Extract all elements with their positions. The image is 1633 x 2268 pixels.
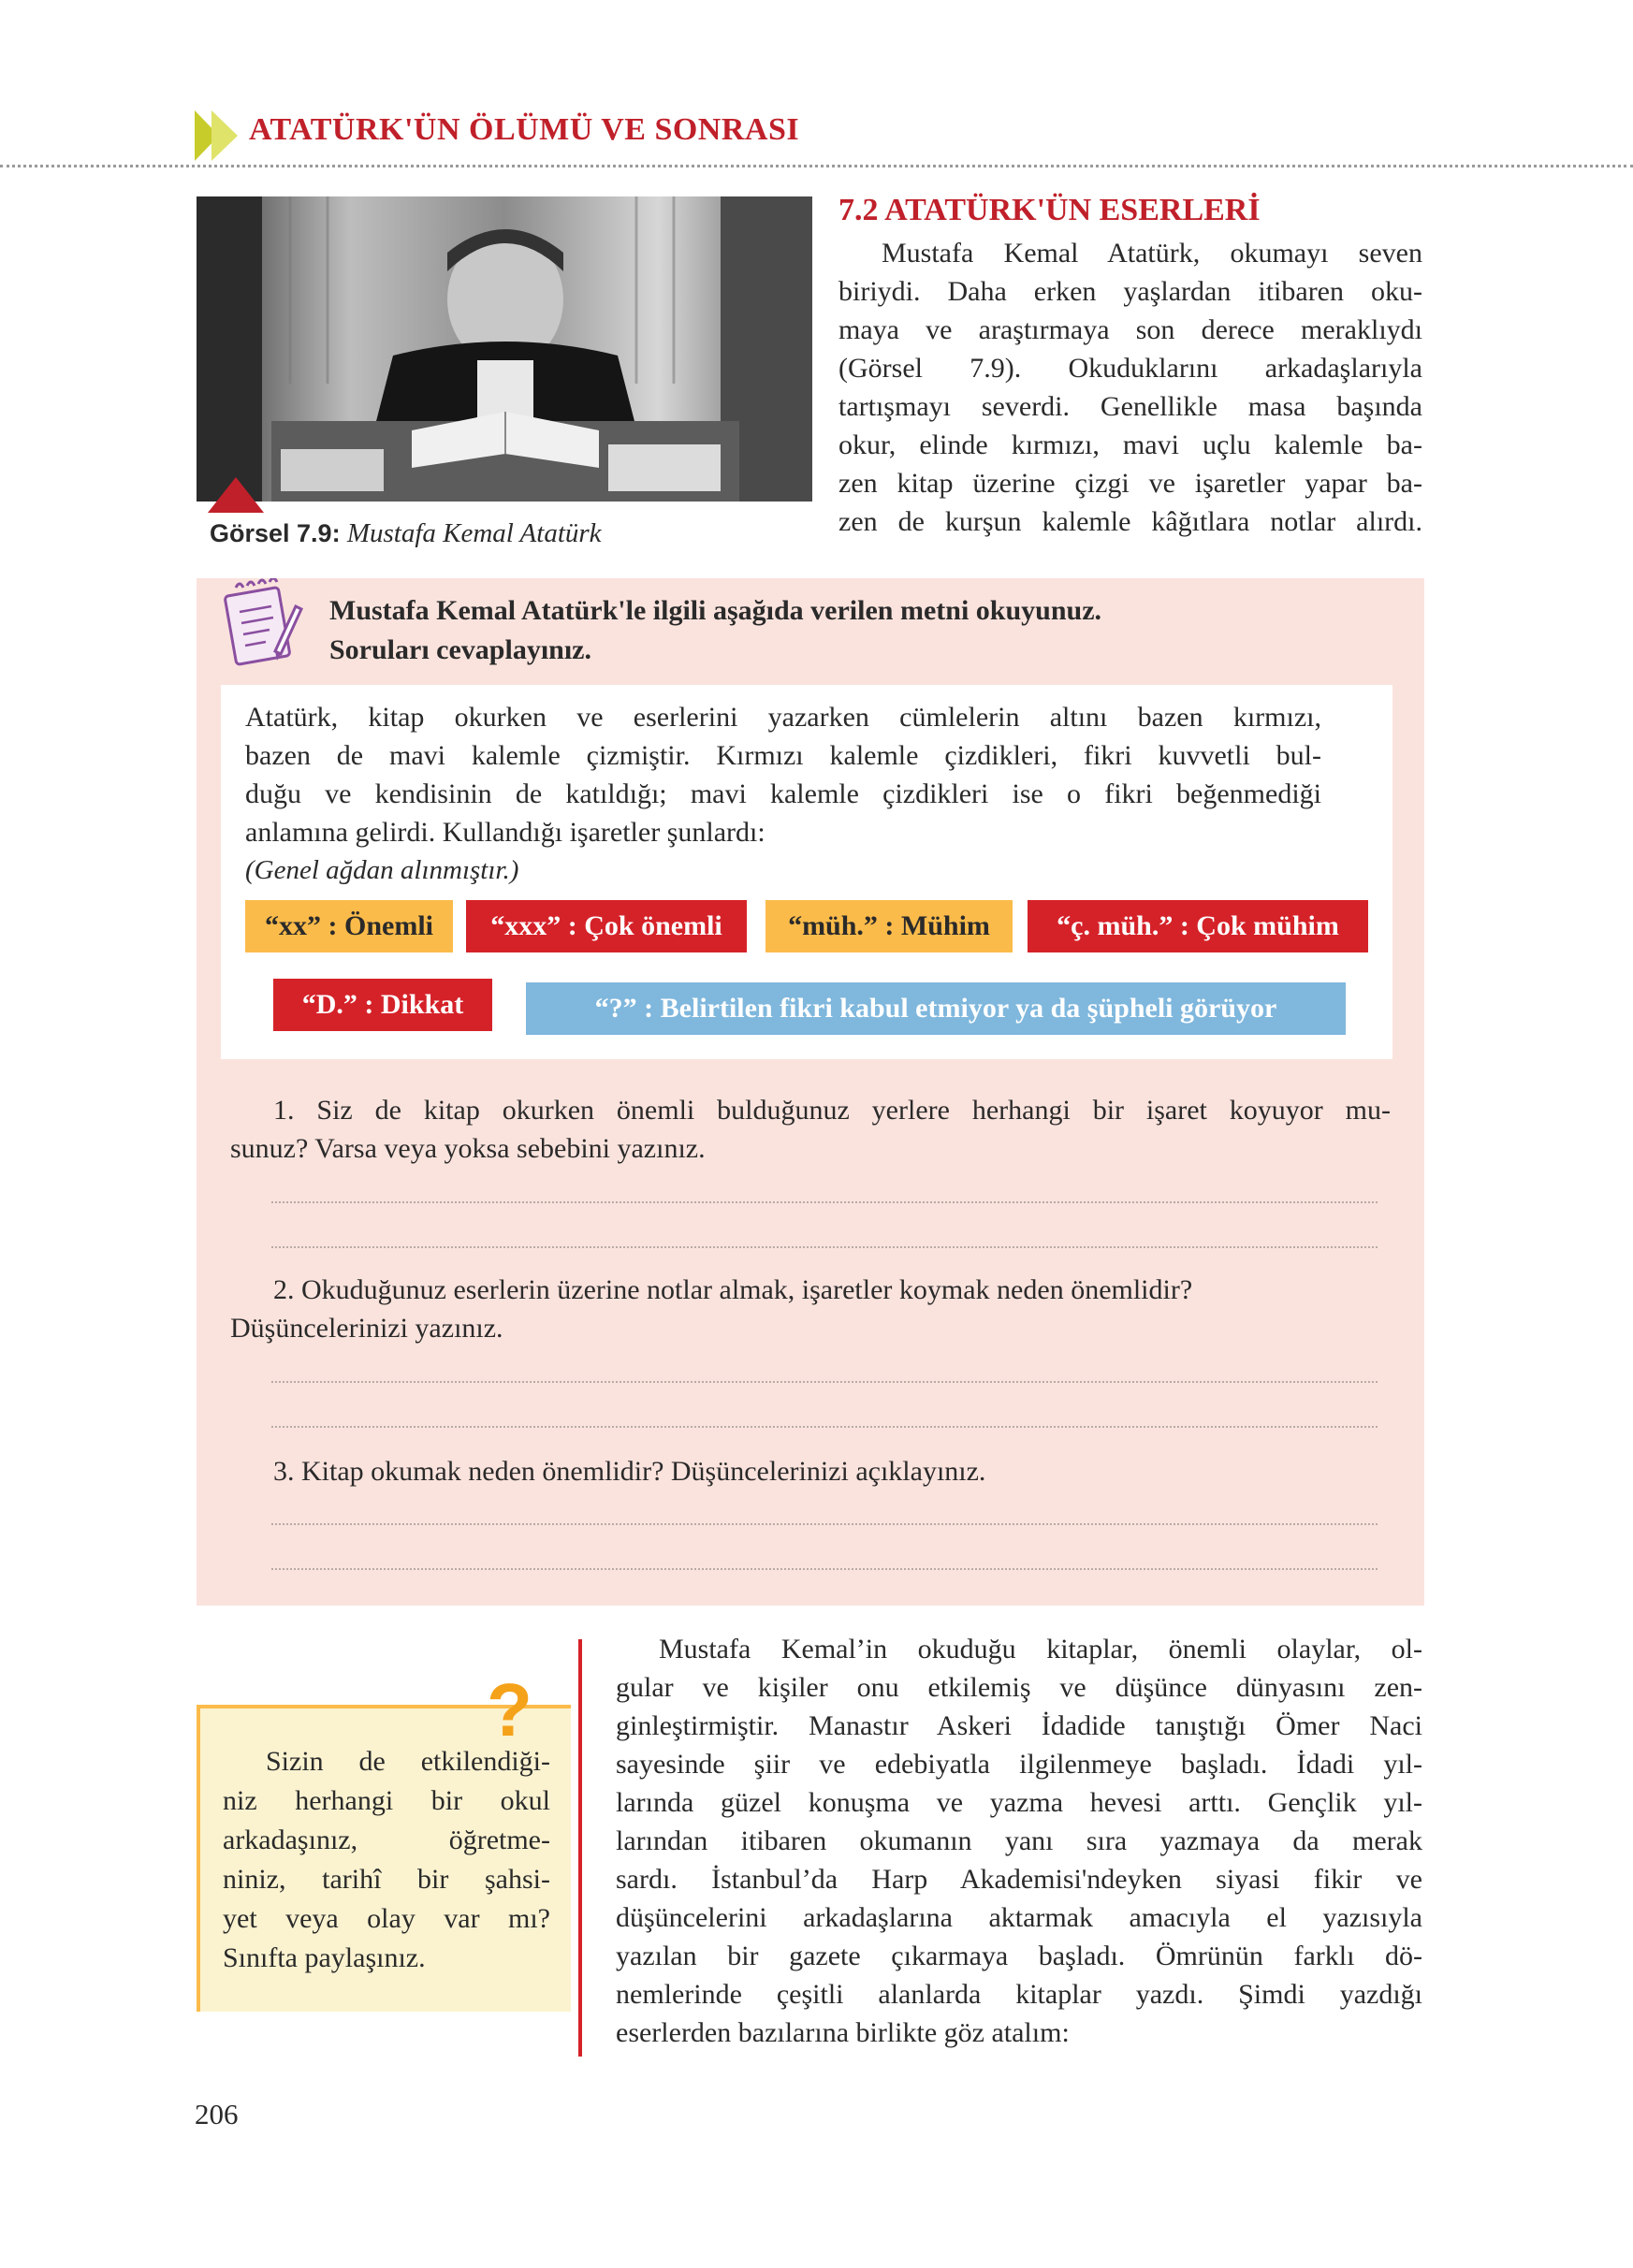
ataturk-reading-photo	[197, 196, 812, 502]
question-2	[230, 1271, 1391, 1347]
text-line: sayesinde şiir ve edebiyatla ilgilenmeye başladı. İdadi yıl-	[616, 1749, 1422, 1780]
text-line: niniz, tarihî bir şahsi-	[223, 1864, 550, 1895]
instruction-line: Mustafa Kemal Atatürk'le ilgili aşağıda verilen metni okuyunuz.	[329, 595, 1102, 626]
text-line: Sınıfta paylaşınız.	[223, 1942, 426, 1973]
chapter-title: ATATÜRK'ÜN ÖLÜMÜ VE SONRASI	[249, 112, 800, 147]
photo-caption	[210, 518, 602, 549]
text-line: Atatürk, kitap okurken ve eserlerini yazarken cümlelerin altını bazen kırmızı,	[245, 702, 1321, 733]
answer-line[interactable]	[271, 1568, 1378, 1570]
chapter-arrow-icon	[195, 110, 243, 161]
notepad-pencil-icon	[223, 578, 303, 668]
text-line: Sizin de etkilendiği-	[266, 1746, 550, 1777]
mark-tag-xxx: “xxx” : Çok önemli	[466, 900, 747, 952]
text-line: larından itibaren okumanın yanı sıra yazmaya da merak	[616, 1825, 1422, 1856]
text-line: Mustafa Kemal Atatürk, okumayı seven	[882, 238, 1422, 269]
page-number: 206	[195, 2098, 239, 2130]
caption-label: Görsel 7.9:	[210, 519, 341, 547]
text-line: nemlerinde çeşitli alanlarda kitaplar yazdı. Şimdi yazdığı	[616, 1979, 1422, 2010]
question-line: 3. Kitap okumak neden önemlidir? Düşüncelerinizi açıklayınız.	[273, 1456, 986, 1487]
answer-line[interactable]	[271, 1523, 1378, 1525]
text-line: arkadaşınız, öğretme-	[223, 1825, 550, 1855]
question-line: sunuz? Varsa veya yoksa sebebini yazınız.	[230, 1133, 706, 1164]
answer-line[interactable]	[271, 1381, 1378, 1383]
text-line: anlamına gelirdi. Kullandığı işaretler şunlardı:	[245, 817, 765, 848]
instruction-line: Soruları cevaplayınız.	[329, 634, 591, 665]
text-line: zen de kurşun kalemle kâğıtlara notlar alırdı.	[838, 506, 1422, 537]
main-paragraph	[616, 1630, 1422, 2052]
text-line: larında güzel konuşma ve yazma hevesi arttı. Gençlik yıl-	[616, 1787, 1422, 1818]
text-line: biriydi. Daha erken yaşlardan itibaren oku-	[838, 276, 1422, 307]
answer-line[interactable]	[271, 1426, 1378, 1428]
text-line: ginleştirmiştir. Manastır Askeri İdadide tanıştığı Ömer Naci	[616, 1710, 1422, 1741]
mark-tag-question: “?” : Belirtilen fikri kabul etmiyor ya da şüpheli görüyor	[526, 982, 1346, 1035]
text-line: düşüncelerini arkadaşlarına aktarmak amacıyla el yazısıyla	[616, 1902, 1422, 1933]
text-line: bazen de mavi kalemle çizmiştir. Kırmızı kalemle çizdikleri, fikri kuvvetli bul-	[245, 740, 1321, 771]
text-line: niz herhangi bir okul	[223, 1785, 550, 1816]
source-note: (Genel ağdan alınmıştır.)	[245, 855, 519, 885]
text-line: tartışmayı severdi. Genellikle masa başında	[838, 391, 1422, 422]
text-line: duğu ve kendisinin de katıldığı; mavi kalemle çizdikleri ise o fikri beğenmediği	[245, 778, 1321, 809]
text-line: yet veya olay var mı?	[223, 1903, 550, 1934]
answer-line[interactable]	[271, 1246, 1378, 1248]
text-line: yazılan bir gazete çıkarmaya başladı. Ömrünün farklı dö-	[616, 1941, 1422, 1971]
reading-paragraph	[245, 698, 1321, 890]
text-line: (Görsel 7.9). Okuduklarını arkadaşlarıyla	[838, 353, 1422, 384]
text-line: gular ve kişiler onu etkilemiş ve düşünce dünyasını zen-	[616, 1672, 1422, 1703]
text-line: eserlerden bazılarına birlikte göz atalım:	[616, 2017, 1070, 2048]
discussion-note-text	[223, 1742, 550, 1978]
question-line: 1. Siz de kitap okurken önemli bulduğunuz yerlere herhangi bir işaret koyuyor mu-	[273, 1095, 1391, 1126]
caption-title: Mustafa Kemal Atatürk	[346, 518, 602, 548]
mark-tag-dikkat: “D.” : Dikkat	[273, 979, 492, 1031]
section-title: 7.2 ATATÜRK'ÜN ESERLERİ	[838, 193, 1261, 227]
activity-instruction	[329, 591, 1101, 670]
photo-marker-triangle	[208, 477, 264, 513]
text-line: sardı. İstanbul’da Harp Akademisi'ndeyken siyasi fikir ve	[616, 1864, 1422, 1895]
text-line: okur, elinde kırmızı, mavi uçlu kalemle ba-	[838, 429, 1422, 460]
mark-tag-xx: “xx” : Önemli	[245, 900, 453, 952]
question-3	[230, 1452, 1391, 1490]
text-line: Mustafa Kemal’in okuduğu kitaplar, önemli olaylar, ol-	[659, 1634, 1422, 1665]
mark-tag-muh: “müh.” : Mühim	[765, 900, 1013, 952]
text-line: zen kitap üzerine çizgi ve işaretler yapar ba-	[838, 468, 1422, 499]
mark-tag-c-muh: “ç. müh.” : Çok mühim	[1028, 900, 1368, 952]
question-mark-icon: ?	[487, 1668, 532, 1752]
section-paragraph	[838, 234, 1422, 541]
question-1	[230, 1091, 1391, 1168]
column-divider	[578, 1639, 582, 2057]
header-divider	[0, 165, 1633, 167]
question-line: Düşüncelerinizi yazınız.	[230, 1313, 503, 1344]
question-line: 2. Okuduğunuz eserlerin üzerine notlar almak, işaretler koymak neden önemlidir?	[273, 1274, 1193, 1305]
answer-line[interactable]	[271, 1201, 1378, 1203]
text-line: maya ve araştırmaya son derece meraklıydı	[838, 314, 1422, 345]
